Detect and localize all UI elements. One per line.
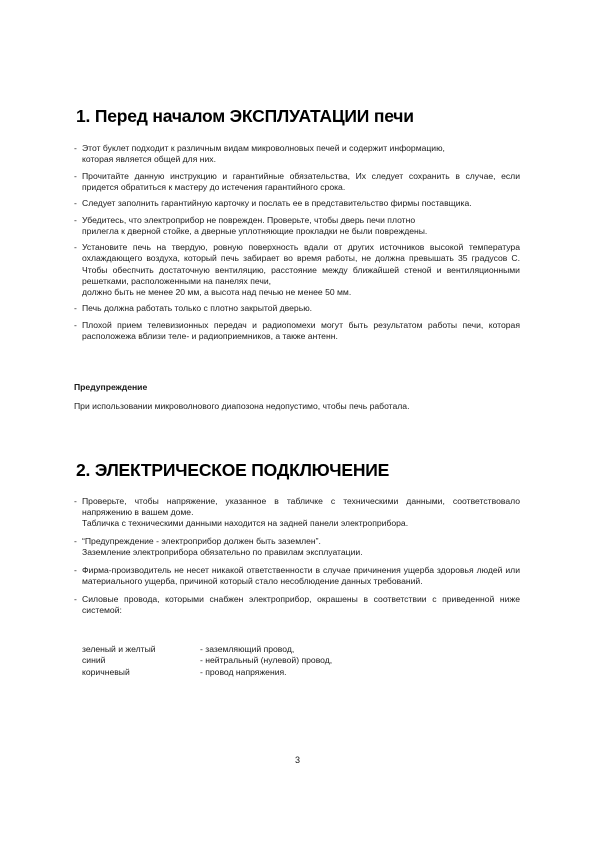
- wire-color: синий: [82, 655, 106, 666]
- wire-purpose: - нейтральный (нулевой) провод,: [200, 655, 333, 666]
- warning-heading: Предупреждение: [74, 382, 148, 392]
- wire-color: коричневый: [82, 666, 130, 677]
- list-item: [74, 320, 520, 342]
- bullet-text: Проверьте, чтобы напряжение, указанное в табличке с техническими данными, соответствовало напряжению в вашем доме. Табличка с техническими данными находится на задней панели электроприбора.: [82, 496, 520, 529]
- list-item: [74, 143, 520, 165]
- bullet-text: Силовые провода, которыми снабжен электроприбор, окрашены в соответствии с приведенной ниже системой:: [82, 593, 520, 615]
- wire-purpose: - провод напряжения.: [200, 666, 287, 677]
- bullet-text: Печь должна работать только с плотно закрытой дверью.: [82, 303, 313, 314]
- table-row: [82, 644, 332, 655]
- bullet-dash: -: [74, 564, 77, 575]
- bullet-text: Этот буклет подходит к различным видам микроволновых печей и содержит информацию, которая является общей для них.: [82, 143, 445, 165]
- list-item: [74, 198, 520, 209]
- section-2-title: 2. ЭЛЕКТРИЧЕСКОЕ ПОДКЛЮЧЕНИЕ: [76, 460, 390, 480]
- list-item: [74, 303, 520, 314]
- bullet-dash: -: [74, 496, 77, 506]
- bullet-dash: -: [74, 319, 77, 330]
- section-1-title: 1. Перед началом ЭКСПЛУАТАЦИИ печи: [76, 106, 414, 126]
- list-item: [74, 594, 520, 616]
- bullet-dash: -: [74, 214, 77, 225]
- list-item: [74, 496, 520, 530]
- bullet-dash: -: [74, 198, 77, 209]
- bullet-dash: -: [74, 242, 77, 253]
- table-row: [82, 655, 332, 666]
- list-item: [74, 565, 520, 587]
- page-number: 3: [294, 755, 300, 765]
- wire-color: зеленый и желтый: [82, 644, 156, 654]
- bullet-text: Прочитайте данную инструкцию и гарантийные обязательства, Их следует сохранить в случае, если придется обратиться к мастеру до истечения гарантийного срока.: [82, 170, 520, 192]
- wire-color-table: [82, 644, 332, 678]
- bullet-text: Следует заполнить гарантийную карточку и послать ее в представительство фирмы поставщика.: [82, 198, 472, 209]
- bullet-dash: -: [74, 536, 77, 546]
- bullet-text: Убедитесь, что электроприбор не поврежден. Проверьте, чтобы дверь печи плотно прилегла к дверной стойке, а дверные уплотняющие прокладки не были повреждены.: [82, 214, 428, 236]
- bullet-text: Установите печь на твердую, ровную поверхность вдали от других источников высокой температура охлаждающего воздуха, который печь забирает во время работы, не должна превышать 35 градусов С. Чтобы обеспчить достаточную вентиляцию, расстояние между ближайшей стеной и вентиляционными решетками, расположенными на панелях печи, должно быть не менее 20 мм, а высота над печью не менее 50 мм.: [82, 242, 520, 297]
- bullet-dash: -: [74, 303, 77, 314]
- bullet-text: Фирма-производитель не несет никакой ответственности в случае причинения ущерба здоровья людей или материального ущерба, причиной который стало несоблюдение данных требований.: [82, 564, 520, 586]
- bullet-dash: -: [74, 143, 77, 153]
- bullet-dash: -: [74, 593, 77, 604]
- bullet-text: “Предупреждение - электроприбор должен быть заземлен”. Заземление электроприбора обязательно по правилам эксплуатации.: [82, 536, 363, 558]
- section-2-bullet-list: [74, 496, 520, 622]
- list-item: [74, 536, 520, 558]
- list-item: [74, 171, 520, 193]
- warning-text: При использовании микроволнового диапозона недопустимо, чтобы печь работала.: [74, 401, 410, 411]
- bullet-text: Плохой прием телевизионных передач и радиопомехи могут быть результатом работы печи, которая расположежа вблизи теле- и радиоприемников, а также антенн.: [82, 319, 520, 341]
- table-row: [82, 667, 332, 678]
- section-1-bullet-list: [74, 143, 520, 347]
- wire-purpose: - заземляющий провод,: [200, 644, 295, 654]
- bullet-dash: -: [74, 170, 77, 181]
- list-item: [74, 242, 520, 298]
- list-item: [74, 215, 520, 237]
